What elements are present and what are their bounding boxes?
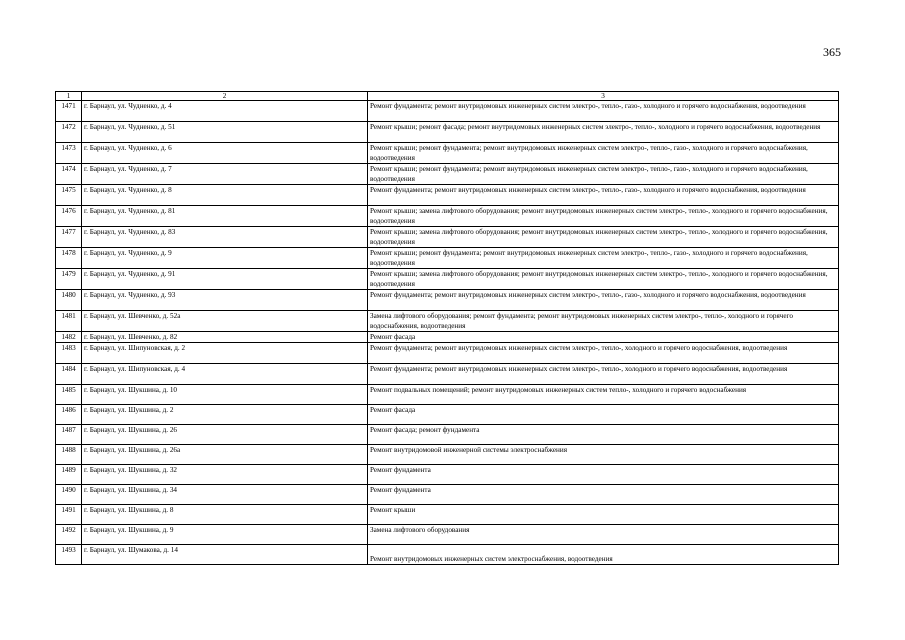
row-number: 1483 [56,343,82,364]
column-header-address: 2 [82,92,368,101]
row-address: г. Барнаул, ул. Чудненко, д. 8 [82,185,368,206]
table-row [56,290,839,311]
row-address: г. Барнаул, ул. Чудненко, д. 81 [82,206,368,227]
row-works: Ремонт крыши; ремонт фасада; ремонт внутридомовых инженерных систем электро-, тепло-, холодного и горячего водоснабжения, водоотведения [368,122,839,143]
row-works: Замена лифтового оборудования; ремонт фундамента; ремонт внутридомовых инженерных систем электро-, тепло-, холодного и горячего водоснабжения, водоотведения [368,311,839,332]
row-works: Ремонт фундамента [368,485,839,505]
row-address: г. Барнаул, ул. Чудненко, д. 93 [82,290,368,311]
table-row [56,101,839,122]
table-row [56,227,839,248]
row-number: 1481 [56,311,82,332]
row-number: 1475 [56,185,82,206]
row-address: г. Барнаул, ул. Шукшина, д. 2 [82,405,368,425]
row-number: 1487 [56,425,82,445]
row-address: г. Барнаул, ул. Шукшина, д. 10 [82,385,368,405]
table-row [56,385,839,405]
row-address: г. Барнаул, ул. Шумакова, д. 14 [82,545,368,565]
row-address: г. Барнаул, ул. Шукшина, д. 32 [82,465,368,485]
row-address: г. Барнаул, ул. Чудненко, д. 51 [82,122,368,143]
table-row [56,269,839,290]
row-number: 1482 [56,332,82,343]
row-works: Ремонт подвальных помещений; ремонт внутридомовых инженерных систем тепло-, холодного и горячего водоснабжения [368,385,839,405]
repair-program-table [55,91,839,565]
row-number: 1471 [56,101,82,122]
row-number: 1493 [56,545,82,565]
row-works: Ремонт фасада [368,405,839,425]
row-number: 1485 [56,385,82,405]
row-works: Ремонт фундамента; ремонт внутридомовых инженерных систем электро-, тепло-, газо-, холодного и горячего водоснабжения, водоотведения [368,101,839,122]
table-row [56,465,839,485]
table-row [56,332,839,343]
table-row [56,164,839,185]
row-number: 1478 [56,248,82,269]
column-header-number: 1 [56,92,82,101]
row-address: г. Барнаул, ул. Шевченко, д. 82 [82,332,368,343]
row-works: Ремонт внутридомовых инженерных систем электроснабжения, водоотведения [368,545,839,565]
row-address: г. Барнаул, ул. Чудненко, д. 4 [82,101,368,122]
row-address: г. Барнаул, ул. Чудненко, д. 83 [82,227,368,248]
row-works: Ремонт фасада; ремонт фундамента [368,425,839,445]
row-address: г. Барнаул, ул. Шукшина, д. 34 [82,485,368,505]
row-address: г. Барнаул, ул. Чудненко, д. 91 [82,269,368,290]
row-number: 1491 [56,505,82,525]
table-row [56,445,839,465]
table-row [56,206,839,227]
row-number: 1477 [56,227,82,248]
row-number: 1472 [56,122,82,143]
row-address: г. Барнаул, ул. Шипуновская, д. 2 [82,343,368,364]
row-works: Ремонт крыши; ремонт фундамента; ремонт внутридомовых инженерных систем электро-, тепло-, газо-, холодного и горячего водоснабжения, водоотведения [368,248,839,269]
row-number: 1486 [56,405,82,425]
row-works: Ремонт внутридомовой инженерной системы электроснабжения [368,445,839,465]
row-address: г. Барнаул, ул. Чудненко, д. 7 [82,164,368,185]
row-number: 1480 [56,290,82,311]
row-works: Ремонт крыши; ремонт фундамента; ремонт внутридомовых инженерных систем электро-, тепло-, газо-, холодного и горячего водоснабжения, водоотведения [368,164,839,185]
column-header-works: 3 [368,92,839,101]
row-works: Ремонт фундамента [368,465,839,485]
row-address: г. Барнаул, ул. Шукшина, д. 26 [82,425,368,445]
row-works: Ремонт фундамента; ремонт внутридомовых инженерных систем электро-, тепло-, газо-, холодного и горячего водоснабжения, водоотведения [368,185,839,206]
row-works: Ремонт фундамента; ремонт внутридомовых инженерных систем электро-, тепло-, холодного и горячего водоснабжения, водоотведения [368,343,839,364]
row-works: Ремонт крыши [368,505,839,525]
row-number: 1488 [56,445,82,465]
table-row [56,364,839,385]
row-works: Ремонт крыши; ремонт фундамента; ремонт внутридомовых инженерных систем электро-, тепло-, газо-, холодного и горячего водоснабжения, водоотведения [368,143,839,164]
table-row [56,143,839,164]
row-works: Ремонт крыши; замена лифтового оборудования; ремонт внутридомовых инженерных систем электро-, тепло-, холодного и горячего водоснабжения, водоотведения [368,227,839,248]
row-works: Замена лифтового оборудования [368,525,839,545]
table-row [56,248,839,269]
row-address: г. Барнаул, ул. Чудненко, д. 9 [82,248,368,269]
row-works: Ремонт фундамента; ремонт внутридомовых инженерных систем электро-, тепло-, холодного и горячего водоснабжения, водоотведения [368,364,839,385]
row-number: 1473 [56,143,82,164]
table-row [56,485,839,505]
table-row [56,185,839,206]
table-row [56,425,839,445]
row-address: г. Барнаул, ул. Шевченко, д. 52а [82,311,368,332]
table-row [56,343,839,364]
row-address: г. Барнаул, ул. Шукшина, д. 8 [82,505,368,525]
page-number: 365 [823,45,841,59]
table-row [56,122,839,143]
table-row [56,505,839,525]
row-address: г. Барнаул, ул. Шукшина, д. 26а [82,445,368,465]
table-row [56,545,839,565]
row-works: Ремонт фундамента; ремонт внутридомовых инженерных систем электро-, тепло-, газо-, холодного и горячего водоснабжения, водоотведения [368,290,839,311]
row-number: 1479 [56,269,82,290]
row-number: 1490 [56,485,82,505]
row-number: 1489 [56,465,82,485]
row-works: Ремонт крыши; замена лифтового оборудования; ремонт внутридомовых инженерных систем электро-, тепло-, холодного и горячего водоснабжения, водоотведения [368,269,839,290]
row-number: 1476 [56,206,82,227]
table-row [56,311,839,332]
table-row [56,525,839,545]
row-number: 1474 [56,164,82,185]
row-number: 1484 [56,364,82,385]
row-number: 1492 [56,525,82,545]
row-address: г. Барнаул, ул. Шукшина, д. 9 [82,525,368,545]
row-address: г. Барнаул, ул. Чудненко, д. 6 [82,143,368,164]
table-header-row [56,92,839,101]
row-address: г. Барнаул, ул. Шипуновская, д. 4 [82,364,368,385]
row-works: Ремонт крыши; замена лифтового оборудования; ремонт внутридомовых инженерных систем электро-, тепло-, холодного и горячего водоснабжения, водоотведения [368,206,839,227]
table-row [56,405,839,425]
row-works: Ремонт фасада [368,332,839,343]
